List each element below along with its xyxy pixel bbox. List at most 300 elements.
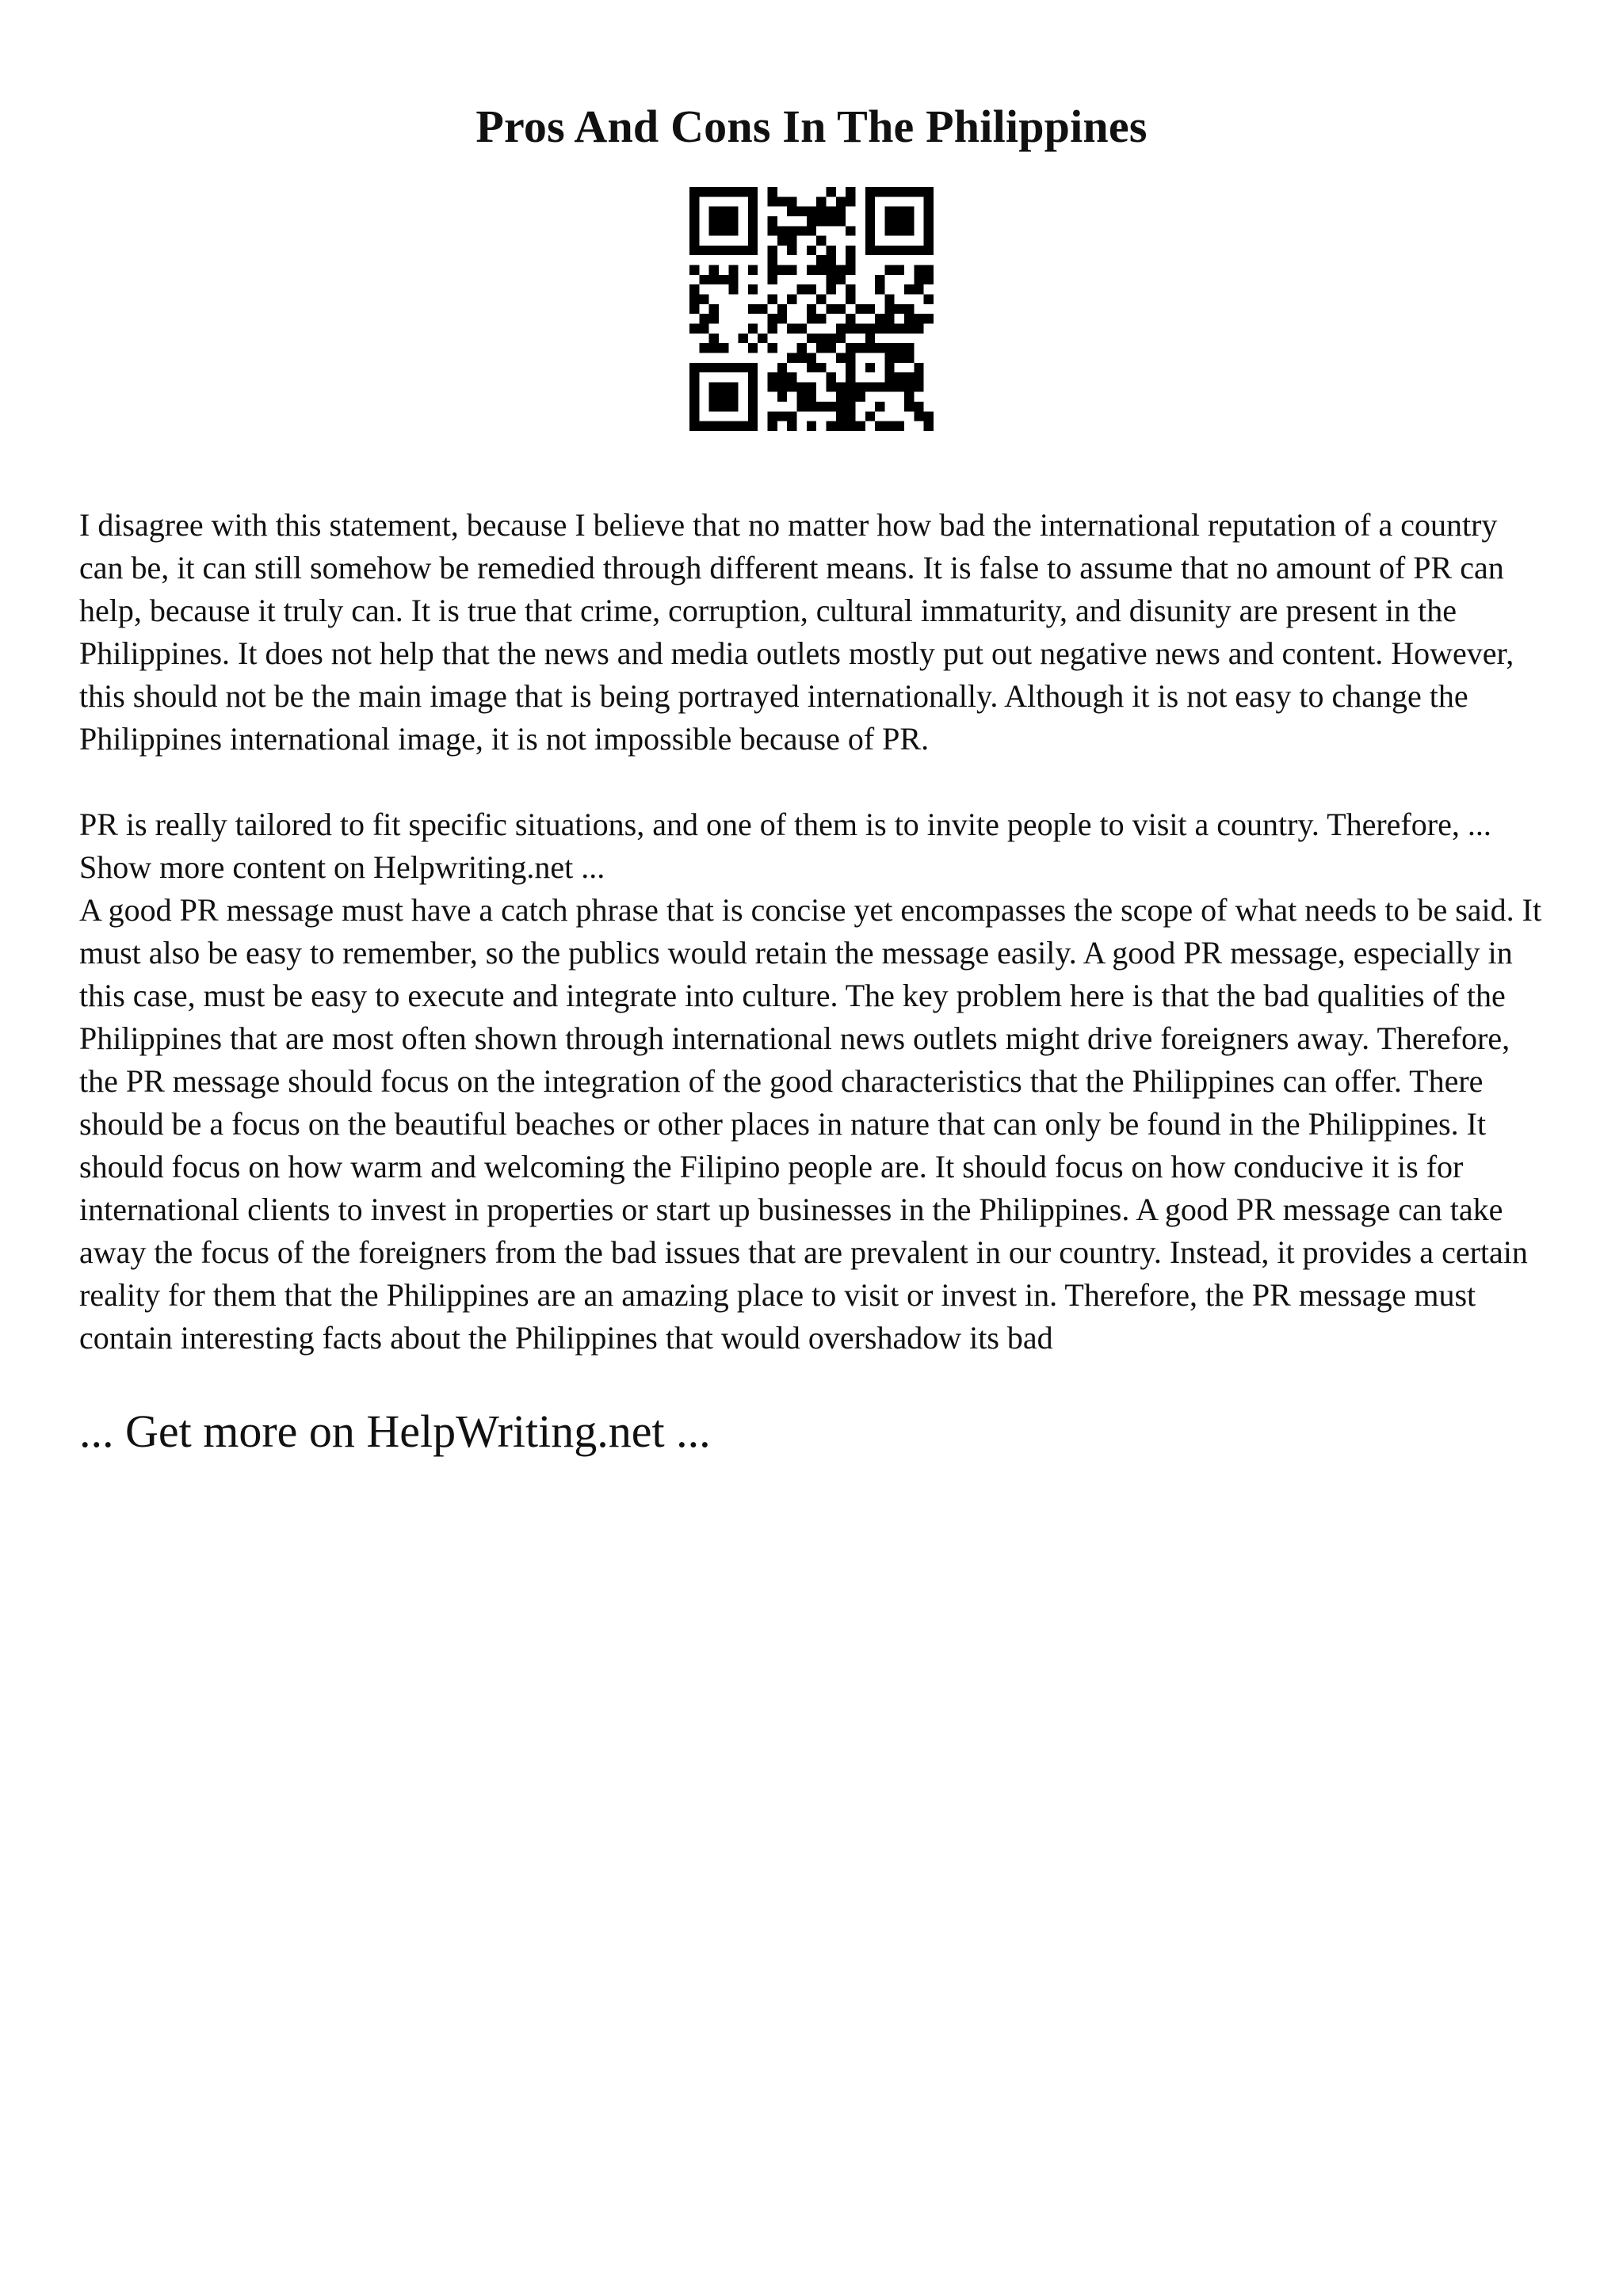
- qr-module: [728, 284, 738, 294]
- qr-module: [865, 216, 875, 226]
- qr-module: [768, 382, 777, 391]
- qr-code-icon[interactable]: [689, 187, 934, 431]
- qr-module: [748, 187, 758, 196]
- qr-module: [807, 382, 816, 391]
- qr-module: [846, 411, 855, 421]
- qr-module: [816, 265, 826, 275]
- qr-module: [689, 304, 699, 314]
- qr-module: [826, 421, 835, 431]
- qr-module: [807, 314, 816, 323]
- qr-module: [787, 353, 796, 362]
- qr-module: [816, 295, 826, 304]
- qr-module: [855, 304, 865, 314]
- qr-module: [875, 323, 884, 333]
- qr-module: [914, 363, 923, 372]
- qr-module: [826, 334, 835, 343]
- qr-module: [709, 226, 719, 235]
- qr-module: [787, 246, 796, 255]
- qr-module: [855, 421, 865, 431]
- qr-module: [846, 402, 855, 411]
- qr-module: [689, 382, 699, 391]
- qr-module: [748, 323, 758, 333]
- qr-module: [709, 304, 719, 314]
- qr-module: [689, 421, 699, 431]
- qr-module: [816, 402, 826, 411]
- qr-module: [728, 392, 738, 402]
- qr-module: [728, 207, 738, 216]
- qr-module: [777, 265, 787, 275]
- qr-module: [895, 323, 904, 333]
- qr-module: [797, 402, 807, 411]
- qr-module: [709, 187, 719, 196]
- qr-module: [895, 421, 904, 431]
- qr-module: [689, 411, 699, 421]
- qr-module: [855, 382, 865, 391]
- qr-module: [787, 236, 796, 246]
- qr-module: [709, 421, 719, 431]
- qr-module: [699, 295, 708, 304]
- qr-module: [846, 226, 855, 235]
- qr-module: [709, 343, 719, 353]
- qr-module: [904, 314, 914, 323]
- qr-module: [777, 314, 787, 323]
- paragraph-2: [79, 803, 1544, 889]
- qr-module: [777, 304, 787, 314]
- qr-module: [884, 187, 894, 196]
- qr-module: [768, 295, 777, 304]
- qr-module: [826, 265, 835, 275]
- qr-module: [777, 382, 787, 391]
- qr-module: [884, 226, 894, 235]
- qr-module: [884, 372, 894, 382]
- qr-module: [807, 284, 816, 294]
- qr-module: [709, 392, 719, 402]
- qr-module: [787, 226, 796, 235]
- qr-module: [846, 382, 855, 391]
- qr-module: [865, 207, 875, 216]
- qr-module: [748, 226, 758, 235]
- qr-module: [924, 246, 934, 255]
- qr-module: [914, 402, 923, 411]
- qr-module: [895, 343, 904, 353]
- qr-module: [787, 411, 796, 421]
- qr-module: [924, 226, 934, 235]
- qr-module: [787, 372, 796, 382]
- qr-module: [719, 187, 728, 196]
- show-more-link[interactable]: Show more content on Helpwriting.net ...: [79, 849, 605, 885]
- qr-module: [826, 343, 835, 353]
- qr-module: [689, 196, 699, 206]
- qr-module: [904, 402, 914, 411]
- qr-module: [914, 246, 923, 255]
- qr-module: [816, 314, 826, 323]
- qr-module: [797, 323, 807, 333]
- qr-module: [855, 343, 865, 353]
- qr-module: [914, 372, 923, 382]
- qr-module: [689, 323, 699, 333]
- qr-module: [807, 392, 816, 402]
- qr-module: [846, 372, 855, 382]
- qr-module: [836, 334, 846, 343]
- qr-module: [807, 304, 816, 314]
- qr-module: [709, 246, 719, 255]
- qr-module: [846, 353, 855, 362]
- qr-module: [748, 216, 758, 226]
- qr-module: [777, 363, 787, 372]
- qr-module: [846, 246, 855, 255]
- qr-module: [787, 323, 796, 333]
- qr-module: [826, 372, 835, 382]
- qr-module: [865, 226, 875, 235]
- qr-module: [777, 411, 787, 421]
- qr-module: [807, 402, 816, 411]
- qr-module: [816, 363, 826, 372]
- qr-module: [748, 196, 758, 206]
- qr-module: [904, 304, 914, 314]
- qr-module: [807, 216, 816, 226]
- qr-module: [904, 187, 914, 196]
- qr-module: [865, 196, 875, 206]
- qr-module: [895, 382, 904, 391]
- qr-module: [699, 246, 708, 255]
- qr-module: [768, 275, 777, 284]
- qr-module: [875, 284, 884, 294]
- qr-module: [836, 392, 846, 402]
- qr-module: [797, 353, 807, 362]
- qr-module: [797, 226, 807, 235]
- qr-module: [699, 343, 708, 353]
- qr-module: [748, 421, 758, 431]
- qr-module: [884, 353, 894, 362]
- qr-module: [748, 372, 758, 382]
- qr-module: [807, 226, 816, 235]
- qr-module: [865, 343, 875, 353]
- qr-module: [836, 207, 846, 216]
- qr-module: [719, 343, 728, 353]
- qr-module: [816, 207, 826, 216]
- qr-module: [875, 343, 884, 353]
- qr-module: [807, 353, 816, 362]
- qr-module: [826, 304, 835, 314]
- qr-module: [739, 363, 748, 372]
- qr-module: [914, 411, 923, 421]
- qr-module: [904, 246, 914, 255]
- qr-module: [846, 392, 855, 402]
- qr-module: [768, 265, 777, 275]
- qr-module: [689, 216, 699, 226]
- qr-module: [895, 187, 904, 196]
- qr-module: [787, 265, 796, 275]
- qr-module: [895, 304, 904, 314]
- qr-module: [904, 372, 914, 382]
- qr-module: [826, 382, 835, 391]
- qr-module: [865, 382, 875, 391]
- qr-module: [846, 363, 855, 372]
- qr-module: [807, 421, 816, 431]
- qr-module: [884, 295, 894, 304]
- qr-module: [865, 304, 875, 314]
- qr-module: [836, 216, 846, 226]
- qr-module: [728, 402, 738, 411]
- qr-module: [846, 196, 855, 206]
- qr-module: [875, 421, 884, 431]
- qr-module: [904, 343, 914, 353]
- qr-module: [748, 207, 758, 216]
- qr-module: [689, 187, 699, 196]
- qr-module: [689, 246, 699, 255]
- qr-module: [699, 187, 708, 196]
- qr-module: [777, 196, 787, 206]
- qr-module: [836, 275, 846, 284]
- qr-module: [884, 382, 894, 391]
- qr-module: [846, 295, 855, 304]
- qr-module: [855, 323, 865, 333]
- qr-module: [699, 421, 708, 431]
- qr-module: [836, 323, 846, 333]
- qr-module: [924, 196, 934, 206]
- qr-module: [904, 353, 914, 362]
- qr-module: [709, 363, 719, 372]
- qr-module: [816, 216, 826, 226]
- qr-module: [924, 265, 934, 275]
- qr-module: [719, 382, 728, 391]
- qr-module: [699, 314, 708, 323]
- qr-module: [768, 372, 777, 382]
- qr-module: [719, 275, 728, 284]
- qr-module: [689, 363, 699, 372]
- qr-module: [719, 392, 728, 402]
- qr-module: [914, 323, 923, 333]
- qr-module: [884, 343, 894, 353]
- qr-module: [709, 265, 719, 275]
- qr-module: [719, 207, 728, 216]
- paragraph-1: I disagree with this statement, because I believe that no matter how bad the international reputation of a country can be, it can still somehow be remedied through different means. It is false to assume that no amount of PR can help, because it truly can. It is true that crime, corruption, cultural immaturity, and disunity are present in the Philippines. It does not help that the news and media outlets mostly put out negative news and content. However, this should not be the main image that is being portrayed internationally. Although it is not easy to change the Philippines international image, it is not impossible because of PR.: [79, 507, 1514, 757]
- qr-module: [836, 265, 846, 275]
- qr-module: [846, 323, 855, 333]
- qr-module: [914, 187, 923, 196]
- qr-module: [846, 284, 855, 294]
- qr-module: [914, 284, 923, 294]
- qr-module: [865, 246, 875, 255]
- qr-module: [865, 334, 875, 343]
- qr-module: [787, 196, 796, 206]
- qr-module: [846, 314, 855, 323]
- qr-module: [836, 402, 846, 411]
- qr-module: [787, 382, 796, 391]
- qr-module: [826, 284, 835, 294]
- qr-module: [728, 246, 738, 255]
- qr-module: [709, 216, 719, 226]
- qr-module: [807, 363, 816, 372]
- qr-module: [797, 343, 807, 353]
- qr-module: [884, 421, 894, 431]
- qr-module: [728, 265, 738, 275]
- get-more-link[interactable]: ... Get more on HelpWriting.net ...: [79, 1405, 711, 1457]
- qr-module: [895, 207, 904, 216]
- qr-module: [924, 295, 934, 304]
- qr-module: [699, 323, 708, 333]
- qr-module: [709, 207, 719, 216]
- qr-module: [768, 411, 777, 421]
- qr-module: [728, 226, 738, 235]
- qr-module: [846, 265, 855, 275]
- qr-module: [836, 421, 846, 431]
- qr-module: [884, 304, 894, 314]
- qr-module: [709, 334, 719, 343]
- qr-module: [826, 246, 835, 255]
- qr-module: [855, 392, 865, 402]
- qr-module: [836, 382, 846, 391]
- qr-module: [836, 304, 846, 314]
- qr-module: [895, 246, 904, 255]
- qr-module: [807, 334, 816, 343]
- qr-module: [846, 187, 855, 196]
- qr-module: [816, 196, 826, 206]
- qr-module: [904, 284, 914, 294]
- qr-module: [699, 363, 708, 372]
- qr-module: [884, 246, 894, 255]
- qr-module: [895, 216, 904, 226]
- qr-module: [689, 402, 699, 411]
- qr-module: [914, 265, 923, 275]
- qr-module: [689, 236, 699, 246]
- qr-module: [846, 343, 855, 353]
- qr-module: [895, 226, 904, 235]
- qr-module: [709, 314, 719, 323]
- qr-module: [777, 236, 787, 246]
- qr-module: [739, 334, 748, 343]
- qr-module: [768, 421, 777, 431]
- qr-module: [748, 392, 758, 402]
- qr-module: [826, 255, 835, 265]
- qr-module: [739, 246, 748, 255]
- qr-module: [777, 372, 787, 382]
- qr-module: [709, 402, 719, 411]
- qr-module: [816, 236, 826, 246]
- qr-module: [826, 402, 835, 411]
- qr-module: [875, 246, 884, 255]
- qr-module: [728, 187, 738, 196]
- qr-module: [797, 284, 807, 294]
- qr-module: [884, 207, 894, 216]
- qr-module: [836, 353, 846, 362]
- qr-module: [699, 275, 708, 284]
- qr-module: [884, 265, 894, 275]
- qr-module: [884, 216, 894, 226]
- qr-module: [768, 323, 777, 333]
- qr-module: [875, 187, 884, 196]
- qr-module: [836, 196, 846, 206]
- qr-module: [748, 402, 758, 411]
- qr-module: [807, 207, 816, 216]
- qr-module: [689, 265, 699, 275]
- qr-module: [924, 236, 934, 246]
- qr-module: [768, 314, 777, 323]
- qr-module: [904, 392, 914, 402]
- qr-module: [689, 284, 699, 294]
- qr-module: [904, 207, 914, 216]
- qr-module: [748, 236, 758, 246]
- article-body: [79, 504, 1544, 1360]
- qr-module: [904, 216, 914, 226]
- qr-module: [719, 421, 728, 431]
- qr-module: [768, 343, 777, 353]
- qr-module: [728, 216, 738, 226]
- qr-module: [768, 226, 777, 235]
- qr-module: [748, 246, 758, 255]
- qr-module: [689, 392, 699, 402]
- qr-module: [719, 246, 728, 255]
- qr-module: [895, 265, 904, 275]
- qr-module: [914, 275, 923, 284]
- qr-module: [719, 402, 728, 411]
- qr-module: [865, 187, 875, 196]
- qr-module: [914, 314, 923, 323]
- qr-module: [748, 284, 758, 294]
- qr-module: [924, 421, 934, 431]
- qr-module: [787, 207, 796, 216]
- qr-module: [689, 226, 699, 235]
- qr-module: [689, 295, 699, 304]
- qr-module: [728, 275, 738, 284]
- qr-module: [924, 207, 934, 216]
- qr-module: [895, 353, 904, 362]
- qr-module: [728, 363, 738, 372]
- qr-module: [816, 334, 826, 343]
- qr-module: [797, 382, 807, 391]
- qr-module: [768, 216, 777, 226]
- qr-module: [787, 295, 796, 304]
- qr-module: [748, 411, 758, 421]
- qr-module: [924, 275, 934, 284]
- qr-module: [797, 392, 807, 402]
- qr-module: [797, 207, 807, 216]
- qr-module: [884, 323, 894, 333]
- qr-module: [768, 255, 777, 265]
- qr-module: [748, 363, 758, 372]
- qr-module: [875, 314, 884, 323]
- qr-module: [826, 187, 835, 196]
- qr-module: [768, 187, 777, 196]
- qr-code-container: [79, 187, 1544, 431]
- qr-module: [758, 304, 767, 314]
- qr-module: [924, 187, 934, 196]
- qr-module: [884, 314, 894, 323]
- qr-module: [719, 363, 728, 372]
- page-title: Pros And Cons In The Philippines: [475, 101, 1148, 152]
- qr-module: [875, 275, 884, 284]
- qr-module: [924, 411, 934, 421]
- qr-module: [846, 421, 855, 431]
- qr-module: [807, 265, 816, 275]
- qr-module: [748, 265, 758, 275]
- qr-module: [865, 363, 875, 372]
- qr-module: [689, 372, 699, 382]
- qr-module: [807, 246, 816, 255]
- qr-module: [758, 334, 767, 343]
- qr-module: [816, 255, 826, 265]
- qr-module: [914, 382, 923, 391]
- qr-module: [748, 304, 758, 314]
- qr-module: [768, 196, 777, 206]
- qr-module: [865, 236, 875, 246]
- qr-module: [777, 226, 787, 235]
- qr-module: [728, 421, 738, 431]
- qr-module: [748, 382, 758, 391]
- qr-module: [739, 421, 748, 431]
- qr-module: [875, 402, 884, 411]
- qr-module: [865, 323, 875, 333]
